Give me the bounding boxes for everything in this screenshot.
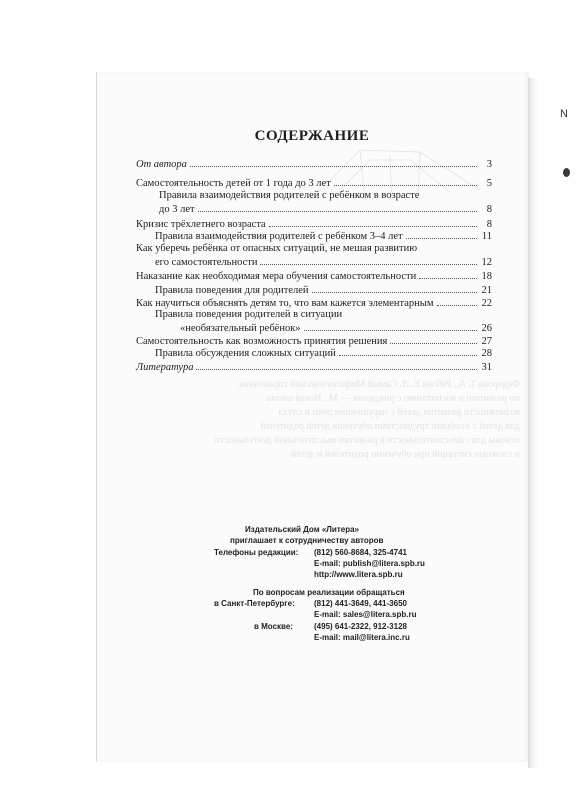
toc-entry-title: Литература — [136, 362, 194, 373]
dot-leader — [312, 284, 477, 293]
next-page-letter: N — [560, 108, 568, 120]
toc-entry-title[interactable]: Как уберечь ребёнка от опасных ситуаций, не мешая развитию — [136, 243, 418, 254]
toc-entry-title: Самостоятельность детей от 1 года до 3 лет — [136, 178, 331, 189]
toc-page-number: 22 — [481, 298, 492, 309]
dot-leader — [334, 177, 477, 186]
toc-entry[interactable] — [155, 284, 492, 297]
toc-page-number: 26 — [481, 323, 492, 334]
toc-entry[interactable] — [136, 270, 492, 283]
toc-page-number: 11 — [481, 231, 492, 242]
toc-entry-title: Правила взаимодействия родителей с ребёнком 3–4 лет — [155, 231, 403, 242]
toc-entry-title: Кризис трёхлетнего возраста — [136, 219, 266, 230]
dot-leader — [260, 256, 477, 265]
phones-label: Телефоны редакции: — [214, 548, 299, 557]
website-link[interactable]: http://www.litera.spb.ru — [314, 570, 403, 579]
publisher-name: Издательский Дом «Литера» — [245, 525, 359, 534]
toc-entry[interactable] — [136, 361, 492, 374]
toc-entry-title: Самостоятельность как возможность принятия решения — [136, 336, 388, 347]
phones-value: (812) 560-8684, 325-4741 — [314, 548, 407, 557]
toc-entry-title: От автора — [136, 159, 187, 170]
dot-leader — [196, 361, 477, 370]
dot-leader — [304, 322, 477, 331]
toc-entry-title: Как научиться объяснять детям то, что вам кажется элементарным — [136, 298, 434, 309]
toc-title: СОДЕРЖАНИЕ — [254, 128, 370, 144]
toc-entry-title[interactable]: Правила взаимодействия родителей с ребёнком в возрасте — [159, 190, 420, 201]
toc-entry-title: до 3 лет — [159, 204, 195, 215]
toc-page-number: 8 — [486, 204, 492, 215]
sales-header: По вопросам реализации обращаться — [253, 588, 405, 597]
toc-page-number: 18 — [481, 271, 492, 282]
toc-page-number: 27 — [481, 336, 492, 347]
dot-leader — [190, 158, 477, 167]
dot-leader — [390, 335, 477, 344]
editorial-email[interactable]: E-mail: publish@litera.spb.ru — [314, 559, 425, 568]
toc-entry-title: «необязательный ребёнок» — [180, 323, 301, 334]
toc-entry[interactable] — [180, 322, 492, 335]
moscow-email[interactable]: E-mail: mail@litera.inc.ru — [314, 633, 410, 642]
spb-phones: (812) 441-3649, 441-3650 — [314, 599, 407, 608]
toc-entry[interactable] — [136, 177, 492, 190]
toc-page-number: 12 — [481, 257, 492, 268]
spb-label: в Санкт-Петербурге: — [214, 599, 295, 608]
toc-entry-title[interactable]: Правила поведения родителей в ситуации — [155, 309, 343, 320]
book-page — [96, 72, 529, 762]
toc-page-number: 5 — [486, 178, 492, 189]
toc-entry-title: Правила обсуждения сложных ситуаций — [155, 348, 336, 359]
dot-leader — [437, 297, 478, 306]
toc-entry[interactable] — [136, 158, 492, 171]
toc-page-number: 31 — [481, 362, 492, 373]
next-page-dot-mark — [563, 168, 570, 177]
toc-page-number: 28 — [481, 348, 492, 359]
toc-entry[interactable] — [155, 256, 492, 269]
toc-entry[interactable] — [155, 230, 492, 243]
toc-entry[interactable] — [159, 203, 492, 216]
toc-entry-title: Наказание как необходимая мера обучения самостоятельности — [136, 271, 417, 282]
dot-leader — [198, 203, 477, 212]
dot-leader — [269, 218, 477, 227]
next-page-edge — [528, 78, 581, 768]
spb-email[interactable]: E-mail: sales@litera.spb.ru — [314, 610, 417, 619]
moscow-label: в Москве: — [254, 622, 293, 631]
toc-page-number: 3 — [486, 159, 492, 170]
toc-entry[interactable] — [155, 347, 492, 360]
toc-entry-title: его самостоятельности — [155, 257, 258, 268]
dot-leader — [339, 347, 477, 356]
dot-leader — [419, 270, 477, 279]
publisher-invite: приглашает к сотрудничеству авторов — [230, 536, 384, 545]
moscow-phones: (495) 641-2322, 912-3128 — [314, 622, 407, 631]
dot-leader — [406, 230, 477, 239]
toc-page-number: 8 — [486, 219, 492, 230]
toc-page-number: 21 — [481, 285, 492, 296]
toc-entry-title: Правила поведения для родителей — [155, 285, 309, 296]
